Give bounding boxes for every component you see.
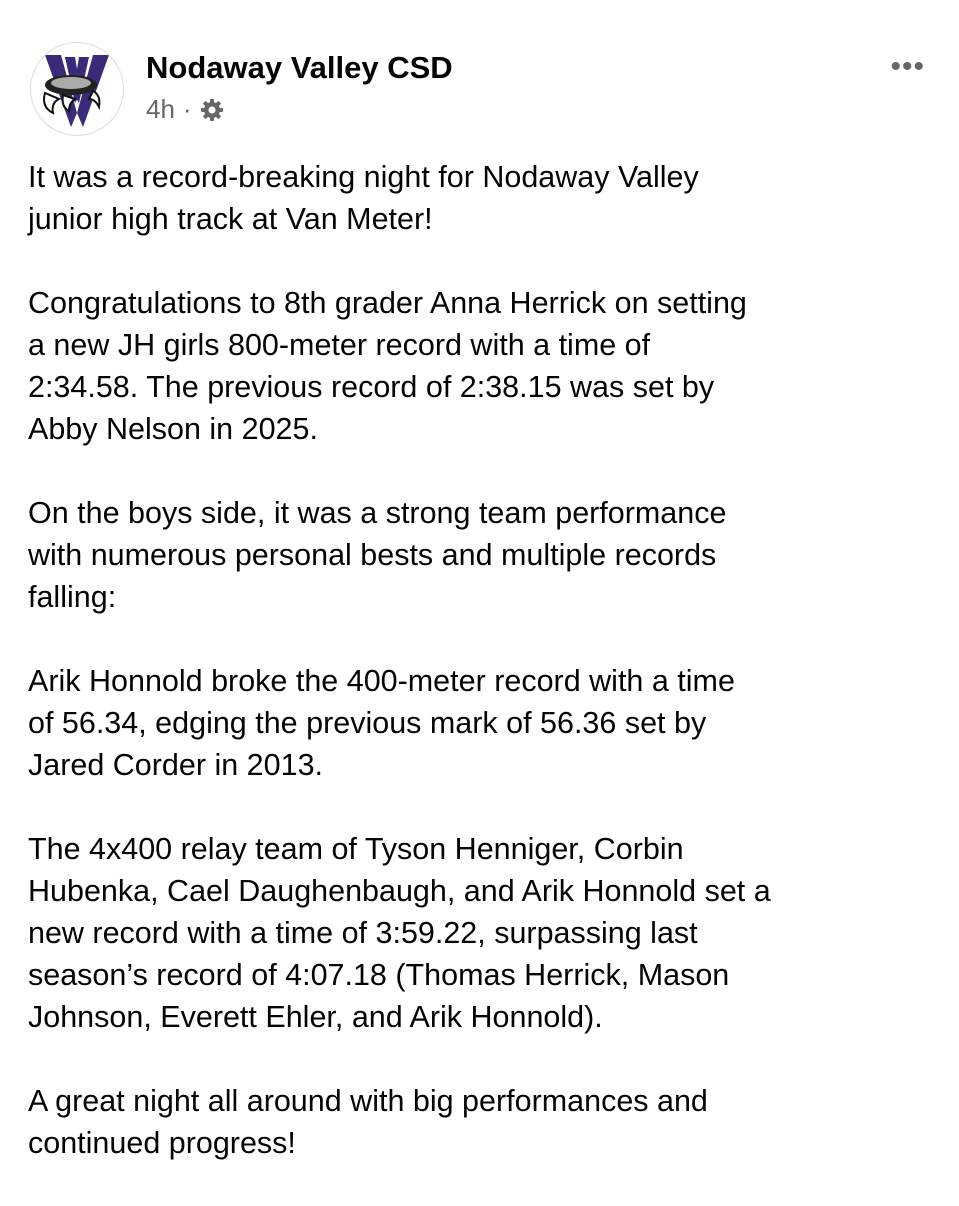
post-text-line: The 4x400 relay team of Tyson Henniger, Corbin bbox=[28, 832, 684, 866]
post-time[interactable]: 4h bbox=[146, 94, 175, 124]
post-text-line: continued progress! bbox=[28, 1126, 296, 1160]
post-paragraph bbox=[28, 828, 948, 1038]
post-paragraph bbox=[28, 660, 948, 786]
post-text-line: Hubenka, Cael Daughenbaugh, and Arik Honnold set a bbox=[28, 874, 771, 908]
more-options-button[interactable]: ••• bbox=[890, 50, 925, 83]
post-paragraph bbox=[28, 492, 948, 618]
post-text-line: with numerous personal bests and multiple records bbox=[28, 538, 717, 572]
post-text-line: 2:34.58. The previous record of 2:38.15 was set by bbox=[28, 370, 715, 404]
post-meta bbox=[146, 94, 224, 125]
post-text-line: season’s record of 4:07.18 (Thomas Herrick, Mason bbox=[28, 958, 730, 992]
author-name[interactable]: Nodaway Valley CSD bbox=[146, 50, 453, 85]
post-paragraph bbox=[28, 282, 948, 450]
post-text-line: junior high track at Van Meter! bbox=[28, 202, 433, 236]
post-text-line: a new JH girls 800-meter record with a time of bbox=[28, 328, 651, 362]
post-text-line: Abby Nelson in 2025. bbox=[28, 412, 318, 446]
post-text-line: Arik Honnold broke the 400-meter record with a time bbox=[28, 664, 735, 698]
post-text-line: Johnson, Everett Ehler, and Arik Honnold). bbox=[28, 1000, 603, 1034]
post-text-line: A great night all around with big performances and bbox=[28, 1084, 708, 1118]
post-body bbox=[28, 156, 948, 1206]
gear-icon bbox=[200, 98, 224, 122]
post-text-line: On the boys side, it was a strong team performance bbox=[28, 496, 727, 530]
post-text-line: It was a record-breaking night for Nodaway Valley bbox=[28, 160, 699, 194]
post-text-line: of 56.34, edging the previous mark of 56.36 set by bbox=[28, 706, 707, 740]
post-paragraph bbox=[28, 156, 948, 240]
post-text-line: Jared Corder in 2013. bbox=[28, 748, 324, 782]
meta-separator: · bbox=[182, 94, 192, 124]
panther-paw-logo-icon bbox=[31, 43, 123, 135]
post-text-line: falling: bbox=[28, 580, 117, 614]
post-text-line: new record with a time of 3:59.22, surpassing last bbox=[28, 916, 698, 950]
post-text-line: Congratulations to 8th grader Anna Herrick on setting bbox=[28, 286, 747, 320]
post-paragraph bbox=[28, 1080, 948, 1164]
page-avatar[interactable] bbox=[30, 42, 124, 136]
